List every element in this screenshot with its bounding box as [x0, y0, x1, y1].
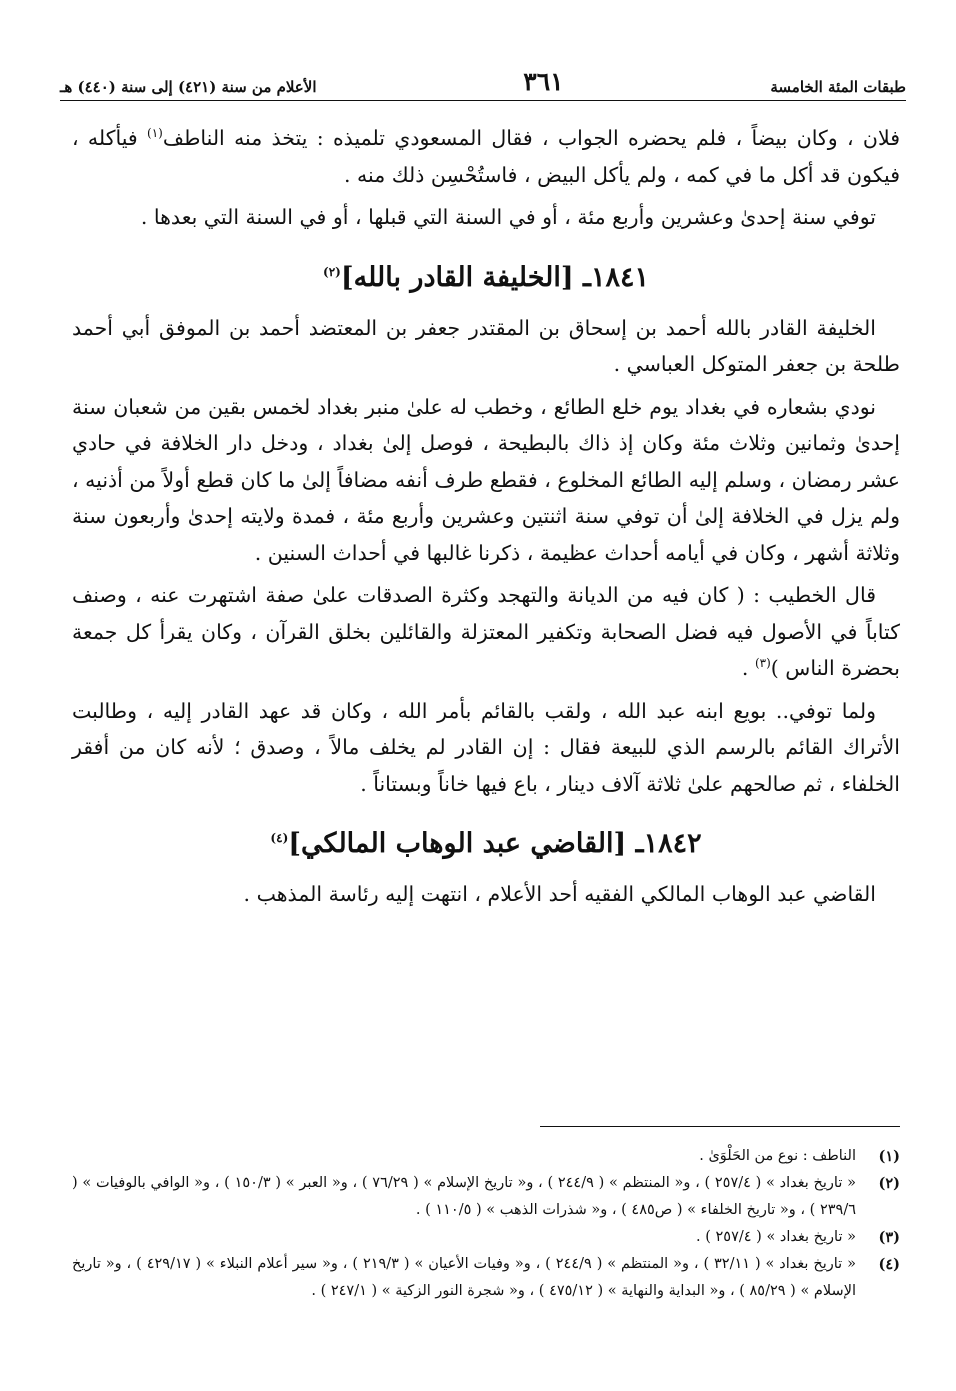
footnote-number: (٣): [878, 1229, 900, 1246]
main-text: [72, 120, 900, 919]
paragraph: نودي بشعاره في بغداد يوم خلع الطائع ، وخطب له علىٰ منبر بغداد لخمس بقين من شعبان سنة إحدىٰ وثمانين وثلاث مئة وكان إذ ذاك بالبطيحة ، فوصل إلىٰ بغداد ، ودخل دار الخلافة في حادي عشر رمضان ، وسلم إليه الطائع المخلوع ، فقطع طرف أنفه مضافاً إلىٰ ما كان قطع أولاً من أذنيه ، ولم يزل في الخلافة إلىٰ أن توفي سنة اثنتين وعشرين وأربع مئة ، فمدة ولايته إحدىٰ وأربعون سنة وثلاثة أشهر ، وكان في أيامه أحداث عظيمة ، ذكرنا غالبها في أحداث السنين .: [72, 394, 900, 565]
footnote-ref: (٣): [754, 656, 771, 671]
running-title-right: طبقات المئة الخامسة: [770, 78, 906, 96]
footnote: [72, 1143, 900, 1170]
footnote-ref: (١): [147, 126, 163, 141]
footnote-text: « تاريخ بغداد » ( ٢٥٧/٤ ) .: [696, 1229, 856, 1245]
paragraph: القاضي عبد الوهاب المالكي الفقيه أحد الأعلام ، انتهت إليه رئاسة المذهب .: [243, 882, 876, 906]
footnote-ref: (٤): [270, 831, 289, 845]
paragraph: قال الخطيب : ( كان فيه من الديانة والتهجد وكثرة الصدقات علىٰ صفة اشتهرت عنه ، وصنف كتاباً في الأصول فيه فضل الصحابة وتكفير المعتزلة والقائلين بخلق القرآن ، وكان يقرأ كل جمعة بحضرة الناس )$^{(٣)}$ .: [72, 583, 900, 680]
paragraph: فلان ، وكان بيضاً ، فلم يحضره الجواب ، فقال المسعودي تلميذه : يتخذ منه الناطف$^{(١)}$ فيأكله ، فيكون قد أكل ما في كمه ، ولم يأكل البيض ، فاستُحْسِن ذلك منه .: [72, 126, 901, 187]
entry-heading: ١٨٤١ـ [الخليفة القادر بالله]$^{(٢)}$: [323, 261, 649, 293]
footnote-ref: (٢): [323, 264, 341, 279]
footnote: [72, 1251, 900, 1305]
footnote-text: « تاريخ بغداد » ( ٣٢/١١ ) ، و« المنتظم » ( ٢٤٤/٩ ) ، و« وفيات الأعيان » ( ٢١٩/٣ ) ، و« سير أعلام النبلاء » ( ٤٢٩/١٧ ) ، و« تاريخ الإسلام » ( ٨٥/٢٩ ) ، و« البداية والنهاية » ( ٤٧٥/١٢ ) ، و« شجرة النور الزكية » ( ٢٤٧/١ ) .: [72, 1256, 856, 1299]
paragraph: توفي سنة إحدىٰ وعشرين وأربع مئة ، أو في السنة التي قبلها ، أو في السنة التي بعدها .: [140, 205, 876, 229]
footnote: [72, 1224, 900, 1251]
paragraph: الخليفة القادر بالله أحمد بن إسحاق بن المقتدر جعفر بن المعتضد أحمد بن الموفق أبي أحمد طلحة بن جعفر المتوكل العباسي .: [72, 315, 900, 376]
page-header: [60, 62, 906, 96]
footnote-number: (١): [878, 1148, 900, 1165]
footnote: [72, 1170, 900, 1224]
footnote-divider: [540, 1126, 900, 1127]
entry-heading: ١٨٤٢ـ [القاضي عبد الوهاب المالكي]$^{(٤)}$: [270, 828, 702, 859]
paragraph: ولما توفي.. بويع ابنه عبد الله ، ولقب بالقائم بأمر الله ، وكان قد عهد القادر إليه ، وطالبت الأتراك القائم بالرسم الذي للبيعة فقال : إن القادر لم يخلف مالاً ، وصدق ؛ لأنه كان من أفقر الخلفاء ، ثم صالحهم علىٰ ثلاثة آلاف دينار ، باع فيها خاناً وبستاناً .: [72, 698, 900, 796]
footnote-number: (٢): [878, 1175, 900, 1192]
running-title-left: الأعلام من سنة (٤٢١) إلى سنة (٤٤٠) هـ: [60, 78, 317, 96]
footnotes: [72, 1143, 900, 1305]
footnote-text: الناطف : نوع من الحَلْوَىٰ .: [699, 1148, 856, 1164]
page-number: ٣٦١: [523, 67, 564, 96]
footnote-number: (٤): [878, 1256, 900, 1273]
footnote-text: « تاريخ بغداد » ( ٢٥٧/٤ ) ، و« المنتظم » ( ٢٤٤/٩ ) ، و« تاريخ الإسلام » ( ٧٦/٢٩ ) ، و« العبر » ( ١٥٠/٣ ) ، و« الوافي بالوفيات » ( ٢٣٩/٦ ) ، و« تاريخ الخلفاء » ( ص٤٨٥ ) ، و« شذرات الذهب » ( ١١٠/٥ ) .: [72, 1175, 856, 1218]
header-divider: [60, 100, 906, 101]
